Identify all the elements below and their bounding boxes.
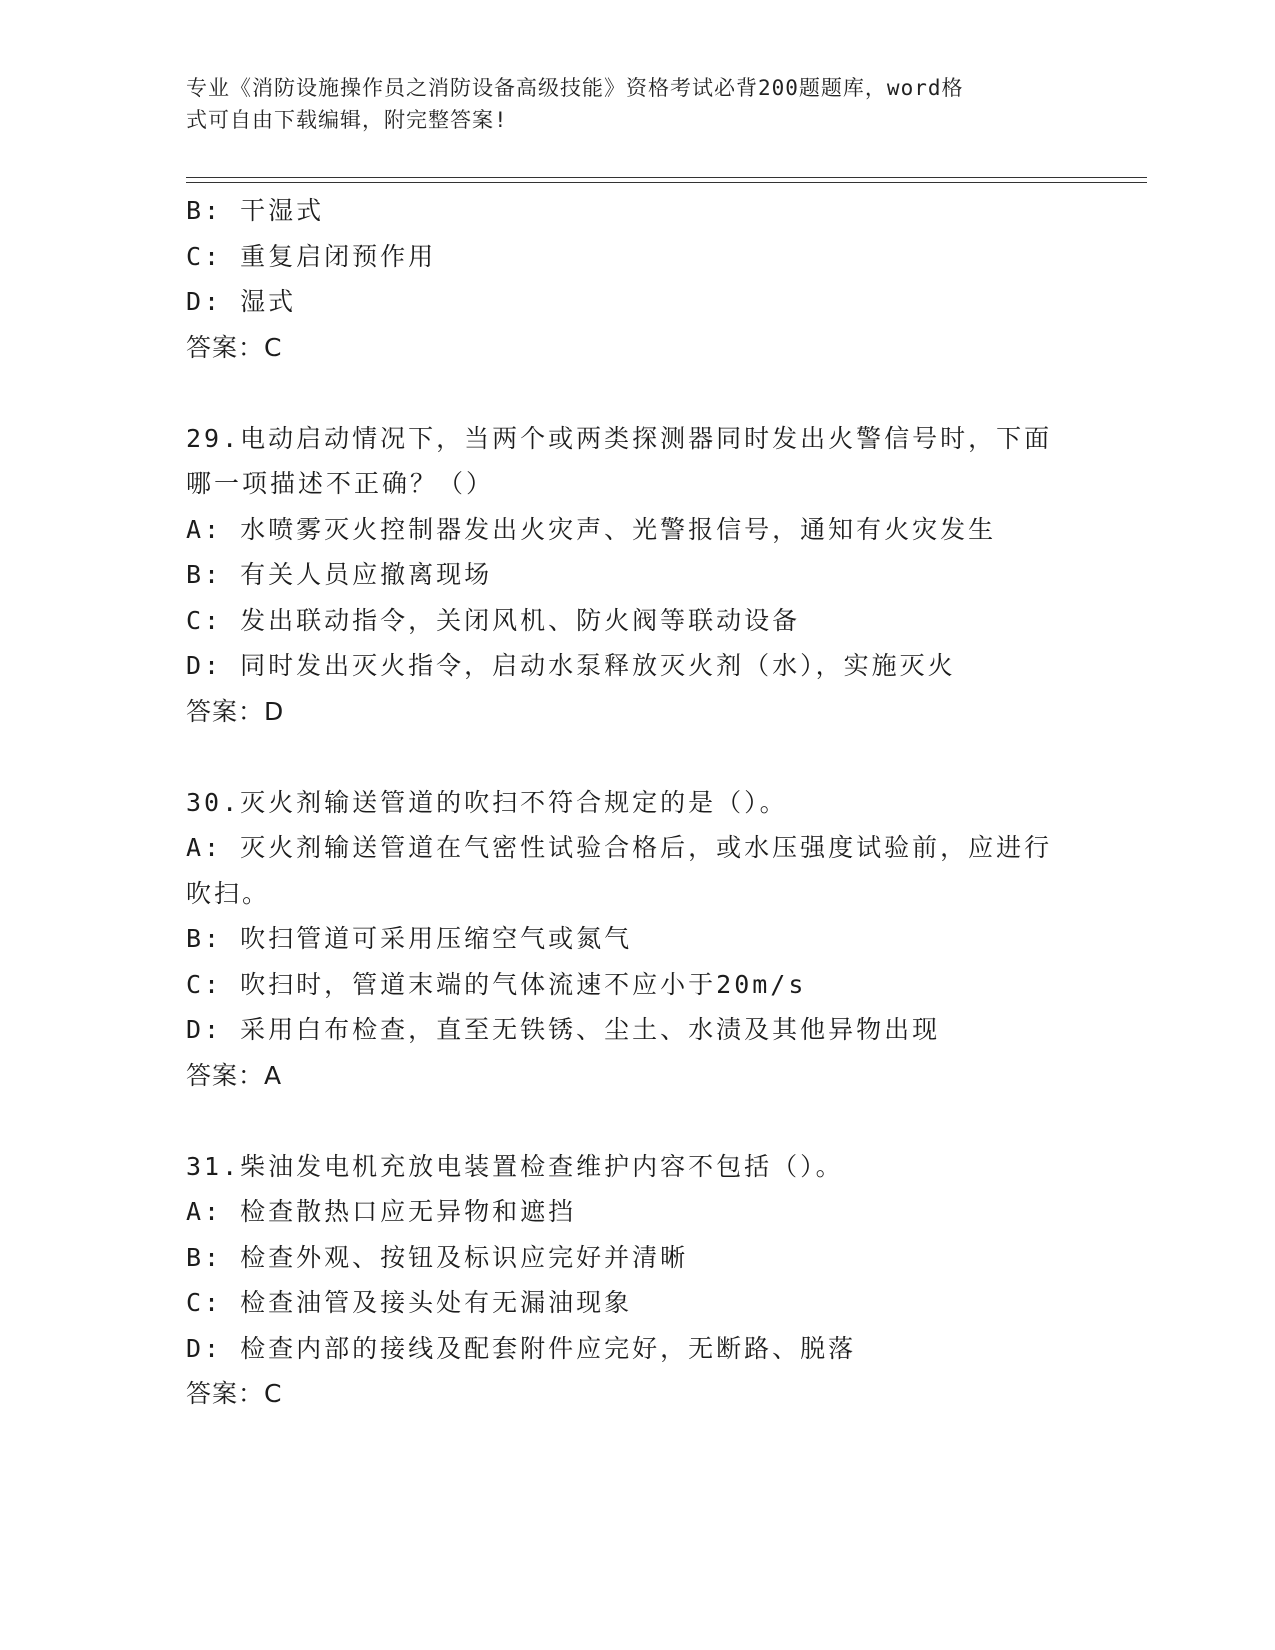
- spacer: [186, 1098, 1086, 1144]
- option-d: D: 检查内部的接线及配套附件应完好，无断路、脱落: [186, 1333, 857, 1363]
- option-b: B: 吹扫管道可采用压缩空气或氮气: [186, 924, 633, 953]
- option-a: A: 灭火剂输送管道在气密性试验合格后，或水压强度试验前，应进行: [186, 833, 1053, 862]
- answer-line: 答案：D: [186, 696, 285, 726]
- question-31: [186, 1144, 1086, 1417]
- option-a: A: 检查散热口应无异物和遮挡: [186, 1197, 577, 1226]
- spacer: [186, 734, 1086, 780]
- question-stem: 31.柴油发电机充放电装置检查维护内容不包括（）。: [186, 1151, 844, 1181]
- document-header: [186, 72, 1066, 136]
- question-stem-continued: 哪一项描述不正确？（）: [186, 469, 495, 498]
- option-b: B: 有关人员应撤离现场: [186, 560, 493, 589]
- answer-line: 答案：C: [186, 1379, 283, 1408]
- option-c: C: 吹扫时，管道末端的气体流速不应小于20m/s: [186, 969, 807, 999]
- option-d: D: 湿式: [186, 287, 297, 316]
- option-b: B: 干湿式: [186, 196, 325, 225]
- option-c: C: 发出联动指令，关闭风机、防火阀等联动设备: [186, 605, 801, 635]
- answer-line: 答案：C: [186, 332, 283, 362]
- question-stem: 29.电动启动情况下，当两个或两类探测器同时发出火警信号时，下面: [186, 423, 1053, 453]
- header-divider-bottom: [186, 182, 1147, 183]
- header-divider-top: [186, 177, 1147, 178]
- question-30: [186, 780, 1086, 1099]
- question-stem: 30.灭火剂输送管道的吹扫不符合规定的是（）。: [186, 787, 788, 817]
- header-title-line-1: 专业《消防设施操作员之消防设备高级技能》资格考试必背200题题库，word格: [186, 76, 964, 100]
- option-a: A: 水喷雾灭火控制器发出火灾声、光警报信号，通知有火灾发生: [186, 514, 997, 544]
- option-c: C: 检查油管及接头处有无漏油现象: [186, 1288, 633, 1317]
- document-body: [186, 188, 1086, 1417]
- option-c: C: 重复启闭预作用: [186, 241, 437, 271]
- option-b: B: 检查外观、按钮及标识应完好并清晰: [186, 1242, 689, 1272]
- question-29: [186, 416, 1086, 735]
- option-d: D: 采用白布检查，直至无铁锈、尘土、水渍及其他异物出现: [186, 1015, 941, 1044]
- option-d: D: 同时发出灭火指令，启动水泵释放灭火剂（水），实施灭火: [186, 651, 956, 680]
- answer-line: 答案：A: [186, 1060, 283, 1090]
- question-28-continued: [186, 188, 1086, 370]
- header-title-line-2: 式可自由下载编辑，附完整答案!: [186, 108, 508, 132]
- option-a-continued: 吹扫。: [186, 878, 271, 908]
- spacer: [186, 370, 1086, 416]
